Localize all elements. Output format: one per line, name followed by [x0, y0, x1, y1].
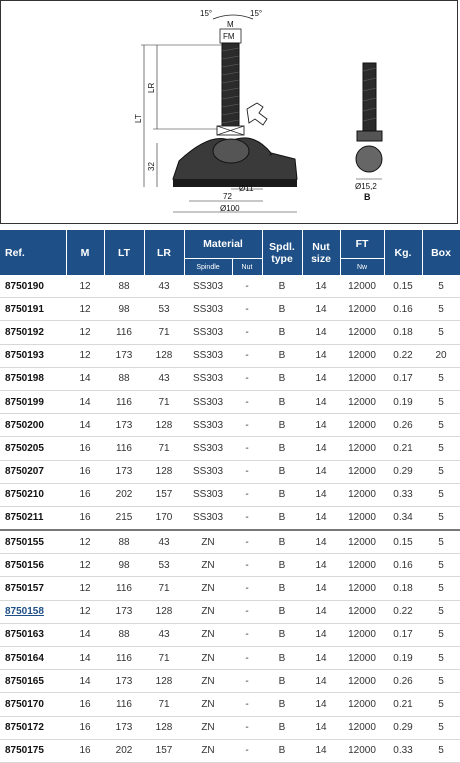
table-cell: - [232, 275, 262, 298]
table-cell: B [262, 414, 302, 437]
table-cell: 12000 [340, 623, 384, 646]
table-cell: 5 [422, 716, 460, 739]
swivel-angle-arc [213, 15, 253, 19]
table-cell: SS303 [184, 344, 232, 367]
table-cell: 43 [144, 530, 184, 554]
table-cell: B [262, 577, 302, 600]
table-cell: - [232, 577, 262, 600]
table-cell: 5 [422, 414, 460, 437]
table-cell: 5 [422, 530, 460, 554]
ref-cell: 8750156 [0, 554, 66, 577]
table-cell: 5 [422, 554, 460, 577]
header-ft: FT [340, 230, 384, 259]
table-cell: 128 [144, 460, 184, 483]
height-32-label: 32 [147, 162, 156, 171]
header-nw: Nw [340, 259, 384, 276]
table-cell: ZN [184, 716, 232, 739]
ref-cell: 8750163 [0, 623, 66, 646]
table-cell: 0.18 [384, 577, 422, 600]
table-cell: 215 [104, 506, 144, 530]
product-table [0, 230, 460, 763]
angle-left-label: 15° [200, 9, 213, 18]
table-cell: - [232, 739, 262, 762]
header-nut-size: Nut size [302, 230, 340, 275]
table-cell: 12 [66, 321, 104, 344]
table-cell: 128 [144, 600, 184, 623]
table-cell: ZN [184, 577, 232, 600]
table-cell: 5 [422, 739, 460, 762]
table-cell: 14 [302, 530, 340, 554]
ref-cell: 8750164 [0, 647, 66, 670]
table-cell: 14 [302, 460, 340, 483]
side-nut [357, 131, 382, 141]
table-cell: 88 [104, 367, 144, 390]
table-cell: - [232, 600, 262, 623]
table-cell: SS303 [184, 506, 232, 530]
table-cell: 5 [422, 647, 460, 670]
table-cell: B [262, 367, 302, 390]
table-cell: 12 [66, 275, 104, 298]
ref-cell: 8750157 [0, 577, 66, 600]
star-mark: * [269, 152, 273, 161]
table-cell: 14 [302, 670, 340, 693]
table-cell: 5 [422, 483, 460, 506]
table-cell: SS303 [184, 367, 232, 390]
table-cell: B [262, 275, 302, 298]
table-row [0, 483, 460, 506]
table-cell: 14 [302, 344, 340, 367]
table-cell: ZN [184, 530, 232, 554]
table-row [0, 554, 460, 577]
table-cell: - [232, 623, 262, 646]
table-cell: 14 [66, 414, 104, 437]
table-cell: 12000 [340, 670, 384, 693]
table-cell: 16 [66, 437, 104, 460]
table-cell: SS303 [184, 321, 232, 344]
thread-m-label: M [227, 20, 234, 29]
table-cell: 12000 [340, 483, 384, 506]
table-cell: 5 [422, 437, 460, 460]
table-cell: 173 [104, 670, 144, 693]
header-spdl-type: Spdl. type [262, 230, 302, 275]
table-cell: 5 [422, 390, 460, 413]
ref-cell: 8750165 [0, 670, 66, 693]
header-m: M [66, 230, 104, 275]
table-cell: 16 [66, 693, 104, 716]
table-cell: 71 [144, 321, 184, 344]
table-cell: 12000 [340, 577, 384, 600]
table-cell: 14 [302, 437, 340, 460]
table-cell: 12 [66, 577, 104, 600]
table-body [0, 275, 460, 762]
table-cell: 116 [104, 647, 144, 670]
table-cell: ZN [184, 647, 232, 670]
table-cell: 0.16 [384, 298, 422, 321]
table-cell: 173 [104, 600, 144, 623]
table-cell: 12000 [340, 298, 384, 321]
table-cell: SS303 [184, 414, 232, 437]
ref-cell: 8750193 [0, 344, 66, 367]
table-cell: 14 [302, 623, 340, 646]
table-cell: B [262, 506, 302, 530]
table-row [0, 716, 460, 739]
table-cell: 14 [302, 367, 340, 390]
table-cell: 88 [104, 623, 144, 646]
ref-cell: 8750192 [0, 321, 66, 344]
leveling-foot-drawing [1, 1, 459, 223]
table-cell: 88 [104, 275, 144, 298]
table-row [0, 275, 460, 298]
table-cell: 12 [66, 344, 104, 367]
view-b-label: B [364, 192, 371, 202]
table-cell: 12000 [340, 367, 384, 390]
table-cell: 43 [144, 623, 184, 646]
table-cell: 14 [302, 298, 340, 321]
table-cell: 12000 [340, 530, 384, 554]
table-cell: B [262, 298, 302, 321]
ref-cell: 8750207 [0, 460, 66, 483]
table-cell: 14 [302, 693, 340, 716]
table-cell: 0.22 [384, 600, 422, 623]
table-cell: 0.29 [384, 716, 422, 739]
table-cell: 14 [302, 506, 340, 530]
table-cell: 16 [66, 506, 104, 530]
table-cell: - [232, 506, 262, 530]
table-cell: 5 [422, 693, 460, 716]
table-cell: 71 [144, 577, 184, 600]
ref-cell: 8750200 [0, 414, 66, 437]
table-cell: 16 [66, 739, 104, 762]
table-cell: 14 [302, 739, 340, 762]
table-cell: 12 [66, 298, 104, 321]
table-cell: ZN [184, 623, 232, 646]
table-cell: - [232, 414, 262, 437]
table-cell: - [232, 298, 262, 321]
table-cell: - [232, 716, 262, 739]
table-row [0, 414, 460, 437]
table-cell: 5 [422, 275, 460, 298]
table-cell: B [262, 321, 302, 344]
table-cell: - [232, 367, 262, 390]
table-cell: - [232, 321, 262, 344]
ball-diameter-label: Ø15,2 [355, 182, 377, 191]
table-cell: B [262, 437, 302, 460]
lr-label: LR [147, 82, 156, 93]
table-cell: B [262, 344, 302, 367]
table-cell: B [262, 600, 302, 623]
table-cell: B [262, 623, 302, 646]
side-ball [356, 146, 382, 172]
table-cell: B [262, 530, 302, 554]
table-cell: 0.34 [384, 506, 422, 530]
table-cell: 0.19 [384, 390, 422, 413]
table-cell: 16 [66, 716, 104, 739]
table-cell: 14 [302, 554, 340, 577]
table-row [0, 577, 460, 600]
table-cell: 5 [422, 600, 460, 623]
table-cell: 53 [144, 554, 184, 577]
table-cell: SS303 [184, 298, 232, 321]
table-cell: 14 [66, 390, 104, 413]
table-cell: 12000 [340, 693, 384, 716]
table-cell: 14 [302, 275, 340, 298]
table-cell: 12 [66, 530, 104, 554]
table-cell: 12000 [340, 739, 384, 762]
table-cell: 71 [144, 390, 184, 413]
hole-11-label: Ø11 [239, 184, 254, 193]
table-cell: 173 [104, 414, 144, 437]
table-cell: 12000 [340, 275, 384, 298]
table-cell: 116 [104, 693, 144, 716]
table-row [0, 600, 460, 623]
table-cell: 202 [104, 739, 144, 762]
table-cell: 0.19 [384, 647, 422, 670]
table-cell: 0.16 [384, 554, 422, 577]
table-cell: 12000 [340, 437, 384, 460]
table-cell: 5 [422, 321, 460, 344]
ref-cell: 8750172 [0, 716, 66, 739]
ball-joint [213, 139, 249, 163]
table-row [0, 460, 460, 483]
table-cell: 71 [144, 437, 184, 460]
table-row [0, 623, 460, 646]
ref-cell: 8750210 [0, 483, 66, 506]
table-cell: 202 [104, 483, 144, 506]
lt-label: LT [134, 114, 143, 123]
table-cell: 0.26 [384, 414, 422, 437]
table-cell: B [262, 647, 302, 670]
header-ref: Ref. [0, 230, 66, 275]
table-cell: 53 [144, 298, 184, 321]
table-cell: SS303 [184, 437, 232, 460]
table-cell: 71 [144, 693, 184, 716]
table-cell: - [232, 647, 262, 670]
ref-cell: 8750199 [0, 390, 66, 413]
table-cell: 14 [302, 321, 340, 344]
table-row [0, 344, 460, 367]
table-cell: 12000 [340, 506, 384, 530]
rubber-pad [173, 179, 297, 187]
table-cell: 12000 [340, 716, 384, 739]
table-cell: 0.26 [384, 670, 422, 693]
table-cell: B [262, 739, 302, 762]
angle-right-label: 15° [250, 9, 263, 18]
table-cell: 14 [66, 367, 104, 390]
table-cell: 0.17 [384, 623, 422, 646]
table-cell: B [262, 554, 302, 577]
table-cell: 128 [144, 670, 184, 693]
table-cell: 12000 [340, 414, 384, 437]
ref-cell: 8750190 [0, 275, 66, 298]
table-cell: 0.29 [384, 460, 422, 483]
table-cell: - [232, 390, 262, 413]
table-cell: 16 [66, 460, 104, 483]
table-cell: B [262, 390, 302, 413]
table-cell: 5 [422, 506, 460, 530]
ref-cell: 8750158 [0, 600, 66, 623]
table-cell: - [232, 344, 262, 367]
wrench-icon [247, 103, 267, 125]
diameter-100-label: Ø100 [220, 204, 240, 213]
table-cell: 12000 [340, 554, 384, 577]
table-cell: 173 [104, 716, 144, 739]
table-cell: B [262, 483, 302, 506]
table-cell: 14 [302, 390, 340, 413]
table-cell: 71 [144, 647, 184, 670]
table-cell: 170 [144, 506, 184, 530]
table-cell: 14 [66, 647, 104, 670]
header-lr: LR [144, 230, 184, 275]
table-cell: ZN [184, 554, 232, 577]
table-cell: 14 [302, 716, 340, 739]
table-cell: 14 [302, 577, 340, 600]
ref-cell: 8750170 [0, 693, 66, 716]
table-cell: 20 [422, 344, 460, 367]
table-cell: 98 [104, 298, 144, 321]
table-cell: 12000 [340, 344, 384, 367]
header-material: Material [184, 230, 262, 259]
header-kg: Kg. [384, 230, 422, 275]
table-cell: 12000 [340, 390, 384, 413]
table-cell: 5 [422, 460, 460, 483]
table-cell: 173 [104, 460, 144, 483]
table-cell: 0.18 [384, 321, 422, 344]
table-cell: SS303 [184, 460, 232, 483]
table-cell: - [232, 437, 262, 460]
table-cell: 16 [66, 483, 104, 506]
table-cell: 0.21 [384, 693, 422, 716]
ref-cell: 8750155 [0, 530, 66, 554]
table-cell: 12000 [340, 647, 384, 670]
table-row [0, 693, 460, 716]
table-cell: 0.15 [384, 275, 422, 298]
table-cell: 14 [302, 483, 340, 506]
table-cell: 12000 [340, 600, 384, 623]
table-cell: 157 [144, 739, 184, 762]
table-cell: 0.22 [384, 344, 422, 367]
table-cell: - [232, 483, 262, 506]
table-row [0, 530, 460, 554]
table-cell: - [232, 460, 262, 483]
technical-drawing [0, 0, 458, 224]
table-cell: B [262, 670, 302, 693]
table-cell: 0.21 [384, 437, 422, 460]
table-cell: B [262, 716, 302, 739]
table-cell: 14 [302, 414, 340, 437]
ref-cell: 8750205 [0, 437, 66, 460]
table-cell: 14 [66, 623, 104, 646]
table-cell: 12000 [340, 321, 384, 344]
table-row [0, 670, 460, 693]
table-cell: B [262, 460, 302, 483]
ref-cell: 8750211 [0, 506, 66, 530]
table-row [0, 321, 460, 344]
table-cell: - [232, 670, 262, 693]
table-cell: 12 [66, 600, 104, 623]
table-cell: 5 [422, 577, 460, 600]
table-row [0, 298, 460, 321]
table-cell: 116 [104, 390, 144, 413]
fm-label: FM [223, 32, 235, 41]
table-row [0, 367, 460, 390]
ref-cell: 8750175 [0, 739, 66, 762]
table-cell: 0.33 [384, 739, 422, 762]
table-cell: 88 [104, 530, 144, 554]
table-cell: 116 [104, 321, 144, 344]
table-cell: 43 [144, 275, 184, 298]
table-cell: 98 [104, 554, 144, 577]
table-cell: ZN [184, 600, 232, 623]
table-cell: 5 [422, 298, 460, 321]
table-cell: ZN [184, 693, 232, 716]
table-cell: 5 [422, 623, 460, 646]
table-cell: 128 [144, 414, 184, 437]
header-spindle: Spindle [184, 259, 232, 276]
table-cell: 116 [104, 577, 144, 600]
table-row [0, 739, 460, 762]
table-row [0, 647, 460, 670]
header-nut: Nut [232, 259, 262, 276]
table-cell: 128 [144, 716, 184, 739]
table-cell: 0.15 [384, 530, 422, 554]
table-cell: 116 [104, 437, 144, 460]
table-cell: 43 [144, 367, 184, 390]
table-cell: 12000 [340, 460, 384, 483]
table-cell: 157 [144, 483, 184, 506]
table-cell: 128 [144, 344, 184, 367]
table-cell: SS303 [184, 390, 232, 413]
table-cell: 5 [422, 670, 460, 693]
table-cell: 173 [104, 344, 144, 367]
table-cell: SS303 [184, 483, 232, 506]
header-lt: LT [104, 230, 144, 275]
table-cell: 0.33 [384, 483, 422, 506]
table-cell: - [232, 693, 262, 716]
ref-cell: 8750191 [0, 298, 66, 321]
table-cell: SS303 [184, 275, 232, 298]
table-row [0, 437, 460, 460]
table-row [0, 390, 460, 413]
table-cell: 5 [422, 367, 460, 390]
table-cell: B [262, 693, 302, 716]
table-cell: 0.17 [384, 367, 422, 390]
table-cell: - [232, 530, 262, 554]
table-cell: ZN [184, 739, 232, 762]
width-72-label: 72 [223, 192, 232, 201]
table-cell: - [232, 554, 262, 577]
header-box: Box [422, 230, 460, 275]
table-cell: 14 [302, 647, 340, 670]
table-cell: 12 [66, 554, 104, 577]
table-cell: 14 [66, 670, 104, 693]
table-cell: 14 [302, 600, 340, 623]
table-cell: ZN [184, 670, 232, 693]
table-row [0, 506, 460, 530]
ref-cell: 8750198 [0, 367, 66, 390]
